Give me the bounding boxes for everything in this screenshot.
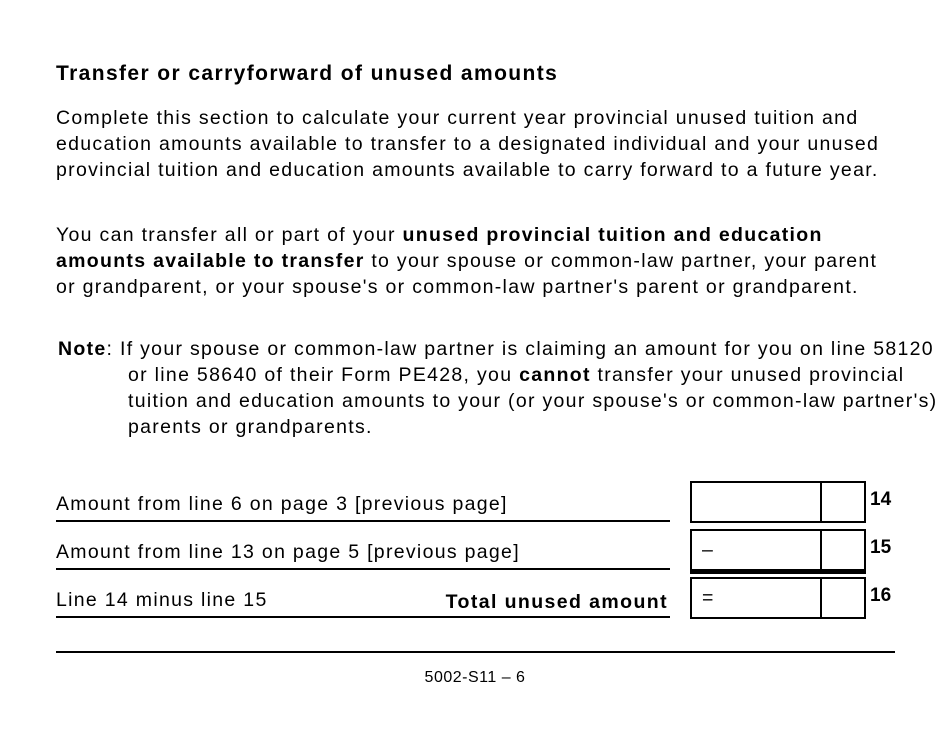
line-15-label: Amount from line 13 on page 5 [previous page] [56,541,520,563]
note-text-1: : If your spouse or common-law partner is claiming an amount for you on line 58120 or line 58640 of their Form PE428, you [106,338,934,386]
line-16-number: 16 [870,585,892,606]
line-15-label-row [56,528,670,570]
note-paragraph [58,336,950,440]
line-14-cents-divider [820,483,822,521]
line-14-label: Amount from line 6 on page 3 [previous page] [56,493,508,515]
line-16-cents-divider [820,579,822,617]
line-14-label-row [56,480,670,522]
page-footer: 5002-S11 – 6 [424,669,526,686]
line-16-amount-field[interactable] [690,577,866,619]
line-16-label: Line 14 minus line 15 [56,589,268,611]
note-label: Note [58,338,107,360]
transfer-text-bold: unused provincial tuition and education amounts available to transfer [56,224,823,272]
footer-divider [56,651,895,653]
total-unused-amount-label: Total unused amount [445,591,668,613]
line-14-amount-field[interactable] [690,481,866,523]
note-text-2: transfer your unused provincial tuition and education amounts to your (or your spouse's or common-law partner's) parents or grandparents. [128,364,938,438]
line-15-number: 15 [870,537,892,558]
line-15-sign: – [702,539,713,561]
line-16-sign: = [702,587,714,609]
section-title: Transfer or carryforward of unused amounts [56,62,559,85]
note-text-bold: cannot [519,364,591,386]
line-15-amount-field[interactable] [690,529,866,571]
transfer-text-2: to your spouse or common-law partner, your parent or grandparent, or your spouse's or common-law partner's parent or grandparent. [56,250,878,298]
intro-paragraph: Complete this section to calculate your current year provincial unused tuition and education amounts available to transfer to a designated individual and your unused provincial tuition and education amounts available to carry forward to a future year. [56,107,880,181]
line-14-number: 14 [870,489,892,510]
line-16-label-row [56,576,670,618]
line-15-cents-divider [820,531,822,569]
transfer-text-1: You can transfer all or part of your [56,224,403,246]
transfer-paragraph [56,222,886,300]
